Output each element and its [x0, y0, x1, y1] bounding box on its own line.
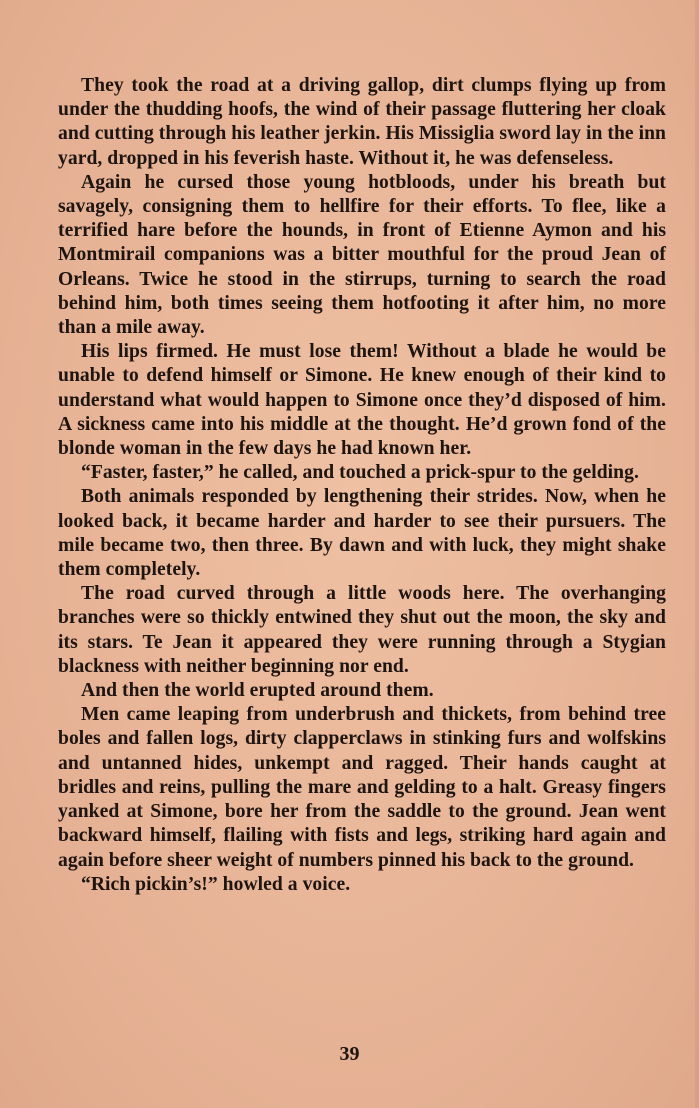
paragraph-8: Men came leaping from underbrush and thickets, from behind tree boles and fallen logs, dirty clapperclaws in stinking furs and wolfskins and untanned hides, unkempt and ragged. Their hands caught at bridles and reins, pulling the mare and gelding to a halt. Greasy fingers yanked at Simone, bore her from the saddle to the ground. Jean went backward himself, flailing with fists and legs, striking hard again and again before sheer weight of numbers pinned his back to the ground.: [58, 704, 666, 871]
body-text: [58, 74, 666, 897]
paragraph-1: They took the road at a driving gallop, dirt clumps flying up from under the thudding hoofs, the wind of their passage fluttering her cloak and cutting through his leather jerkin. His Missiglia sword lay in the inn yard, dropped in his feverish haste. Without it, he was defenseless.: [58, 75, 666, 169]
paragraph-5: Both animals responded by lengthening their strides. Now, when he looked back, it became harder and harder to see their pursuers. The mile became two, then three. By dawn and with luck, they might shake them completely.: [58, 486, 666, 581]
paragraph-2: Again he cursed those young hotbloods, under his breath but savagely, consigning them to hellfire for their efforts. To flee, like a terrified hare before the hounds, in front of Etienne Aymon and his Montmirail companions was a bitter mouthful for the proud Jean of Orleans. Twice he stood in the stirrups, turning to search the road behind him, both times seeing them hotfooting it after him, no more than a mile away.: [58, 171, 666, 339]
paragraph-7: And then the world erupted around them.: [81, 680, 434, 702]
paragraph-6: The road curved through a little woods here. The overhanging branches were so thickly entwined they shut out the moon, the sky and its stars. Te Jean it appeared they were running through a Stygian blackness with neither beginning nor end.: [58, 583, 666, 677]
paragraph-3: His lips firmed. He must lose them! Without a blade he would be unable to defend himself or Simone. He knew enough of their kind to understand what would happen to Simone once they’d disposed of him. A sickness came into his middle at the thought. He’d grown fond of the blonde woman in the few days he had known her.: [58, 341, 666, 460]
paragraph-4: “Faster, faster,” he called, and touched a prick-spur to the gelding.: [81, 462, 639, 484]
page-number: 39: [339, 1043, 360, 1065]
paragraph-9: “Rich pickin’s!” howled a voice.: [81, 873, 351, 895]
page-edge: [695, 0, 699, 1108]
